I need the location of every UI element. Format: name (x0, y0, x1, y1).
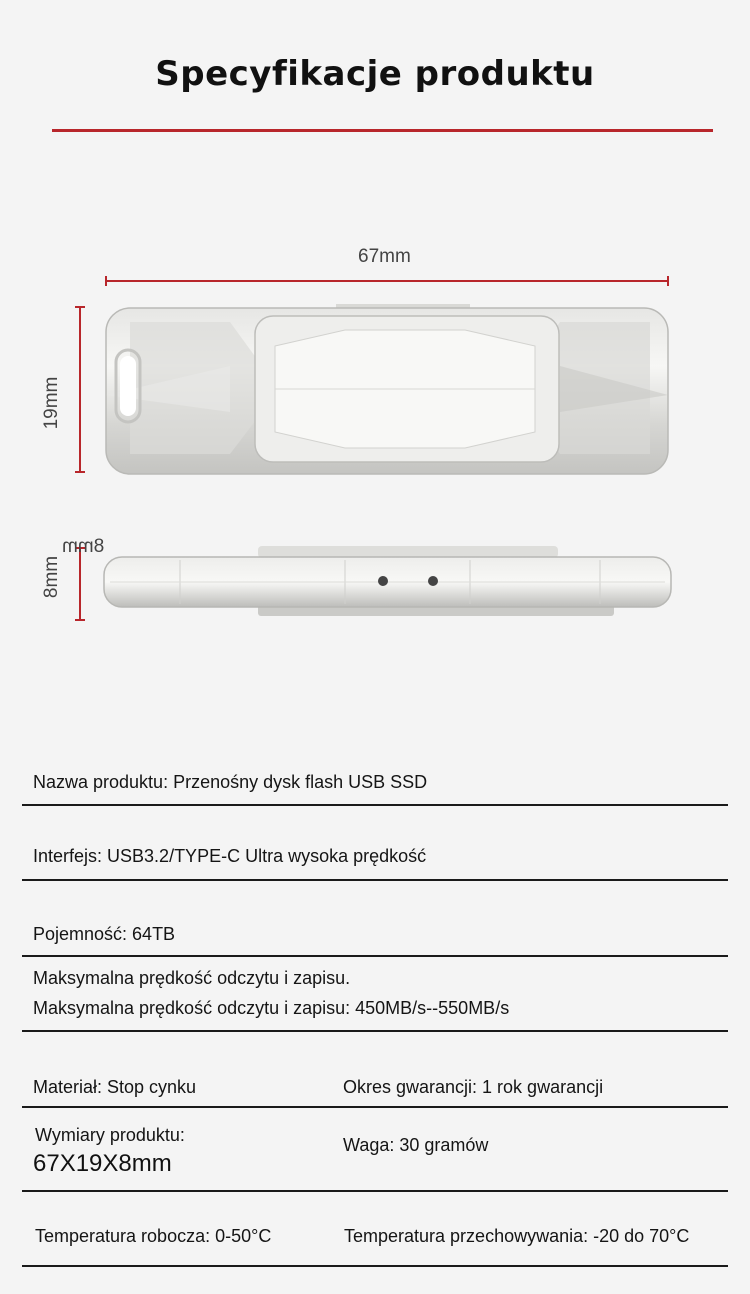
length-dimension-line (106, 276, 668, 286)
length-label: 67mm (358, 246, 411, 267)
thickness-label: 8mm (41, 555, 62, 599)
width-label: 19mm (41, 376, 62, 430)
thickness-label-mirrored: 8mm (62, 536, 105, 557)
width-dimension-line (75, 307, 85, 472)
drive-side-view (104, 546, 671, 616)
spec-capacity: Pojemność: 64TB (33, 924, 176, 944)
spec-temp-operating: Temperatura robocza: 0-50°C (35, 1226, 272, 1246)
thickness-dimension-line (75, 548, 85, 620)
spec-temp-storage: Temperatura przechowywania: -20 do 70°C (344, 1226, 690, 1246)
spec-warranty: Okres gwarancji: 1 rok gwarancji (343, 1077, 604, 1097)
spec-speed-line-2: Maksymalna prędkość odczytu i zapisu: 450MB/s--550MB/s (33, 998, 510, 1018)
spec-dimensions-label: Wymiary produktu: (35, 1125, 185, 1145)
spec-dimensions-value: 67X19X8mm (33, 1150, 172, 1177)
spec-material: Materiał: Stop cynku (33, 1077, 197, 1097)
spec-speed-line-1: Maksymalna prędkość odczytu i zapisu. (33, 968, 351, 988)
page-title: Specyfikacje produktu (155, 54, 595, 94)
drive-top-view (106, 304, 668, 474)
spec-interface: Interfejs: USB3.2/TYPE-C Ultra wysoka prędkość (33, 846, 427, 866)
spec-weight: Waga: 30 gramów (343, 1135, 489, 1155)
spec-product-name: Nazwa produktu: Przenośny dysk flash USB SSD (33, 772, 428, 792)
